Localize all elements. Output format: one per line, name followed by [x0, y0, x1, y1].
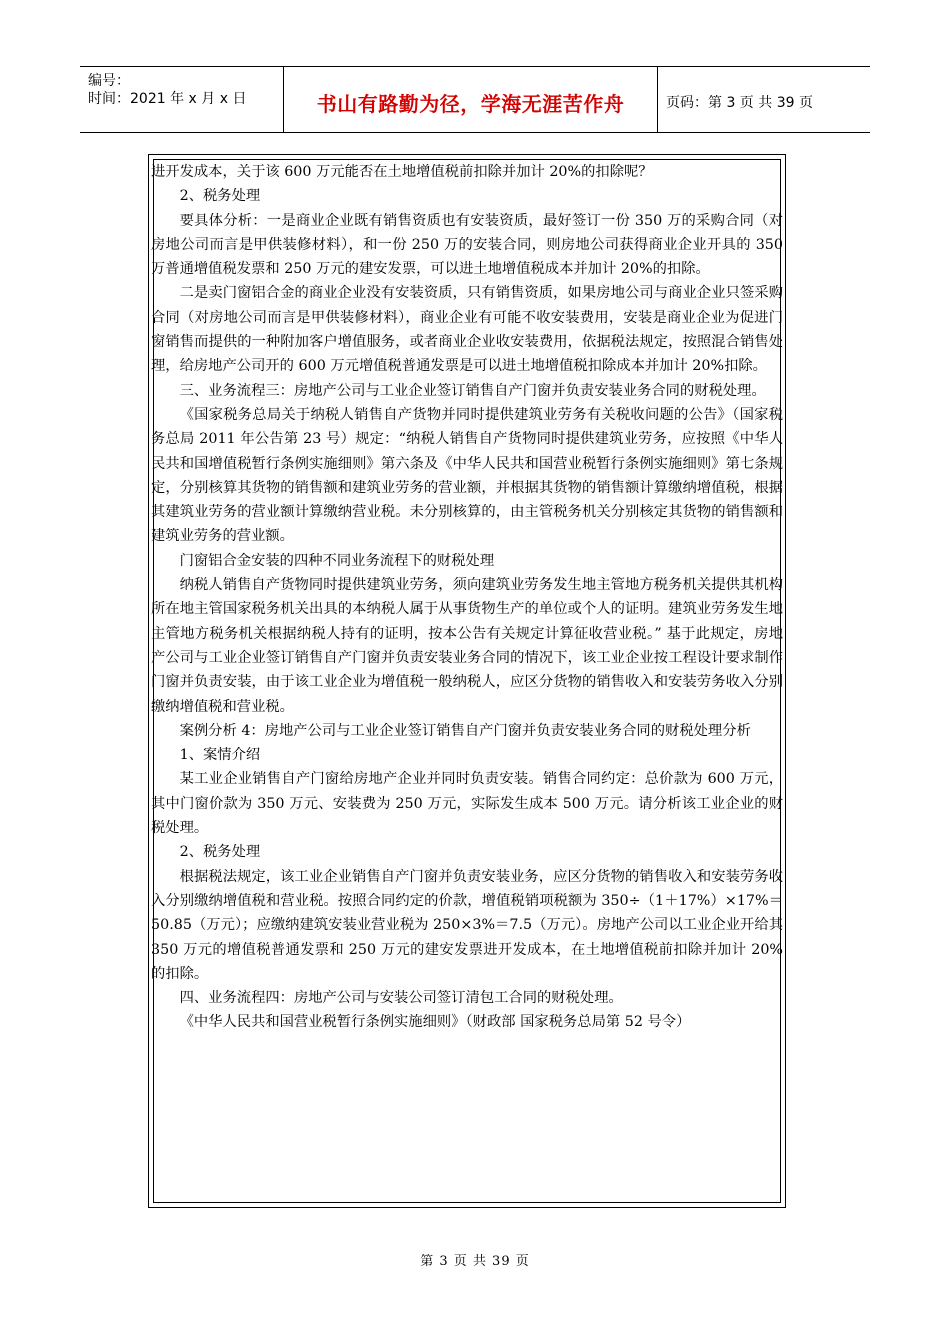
header-meta — [80, 66, 280, 132]
body-paragraph: 进开发成本，关于该 600 万元能否在土地增值税前扣除并加计 20%的扣除呢？ — [151, 164, 653, 180]
body-paragraph: 2、税务处理 — [179, 844, 261, 861]
body-paragraph: 三、业务流程三：房地产公司与工业企业签订销售自产门窗并负责安装业务合同的财税处理。 — [179, 382, 766, 399]
body-paragraph: 二是卖门窗铝合金的商业企业没有安装资质，只有销售资质，如果房地公司与商业企业只签采购合同（对房地公司而言是甲供装修材料），商业企业有可能不收安装费用，安装是商业企业为促进门窗销售而提供的一种附加客户增值服务，或者商业企业收安装费用，依据税法规定，按照混合销售处理，给房地产公司开的 600 万元增值税普通发票是可以进土地增值税扣除成本并加计 20%扣除。 — [151, 285, 783, 375]
body-paragraph: 四、业务流程四：房地产公司与安装公司签订清包工合同的财税处理。 — [179, 990, 623, 1007]
body-paragraph: 某工业企业销售自产门窗给房地产企业并同时负责安装。销售合同约定：总价款为 600 万元，其中门窗价款为 350 万元、安装费为 250 万元，实际发生成本 500 万元。请分析该工业企业的财税处理。 — [151, 771, 783, 837]
header-page-info: 页码：第 3 页 共 39 页 — [666, 95, 813, 111]
page-header — [80, 66, 870, 134]
page-footer: 第 3 页 共 39 页 — [420, 1254, 530, 1269]
body-paragraph: 《中华人民共和国营业税暂行条例实施细则》（财政部 国家税务总局第 52 号令） — [179, 1014, 691, 1031]
body-paragraph: 要具体分析：一是商业企业既有销售资质也有安装资质，最好签订一份 350 万的采购合同（对房地公司而言是甲供装修材料），和一份 250 万的安装合同，则房地公司获得商业企业开具的 350 万普通增值税发票和 250 万元的建安发票，可以进土地增值税成本并加计 20%的扣除。 — [151, 212, 783, 278]
document-body — [151, 160, 783, 1035]
document-number-label: 编号： — [88, 73, 130, 89]
document-date: 时间：2021 年 x 月 x 日 — [88, 91, 247, 107]
body-paragraph: 案例分析 4：房地产公司与工业企业签订销售自产门窗并负责安装业务合同的财税处理分析 — [179, 722, 751, 739]
body-paragraph: 《国家税务总局关于纳税人销售自产货物并同时提供建筑业劳务有关税收问题的公告》（国家税务总局 2011 年公告第 23 号）规定：“纳税人销售自产货物同时提供建筑业劳务，应按照《中华人民共和国增值税暂行条例实施细则》第六条及《中华人民共和国营业税暂行条例实施细则》第七条规定，分别核算其货物的销售额和建筑业劳务的营业额，并根据其货物的销售额计算缴纳增值税，根据其建筑业劳务的营业额计算缴纳营业税。未分别核算的，由主管税务机关分别核定其货物的销售额和建筑业劳务的营业额。 — [151, 406, 783, 545]
header-bottom-rule — [80, 132, 870, 133]
body-paragraph: 门窗铝合金安装的四种不同业务流程下的财税处理 — [179, 552, 495, 569]
body-paragraph: 1、案情介绍 — [179, 747, 261, 764]
body-paragraph: 纳税人销售自产货物同时提供建筑业劳务，须向建筑业劳务发生地主管地方税务机关提供其机构所在地主管国家税务机关出具的本纳税人属于从事货物生产的单位或个人的证明。建筑业劳务发生地主管地方税务机关根据纳税人持有的证明，按本公告有关规定计算征收营业税。” 基于此规定，房地产公司与工业企业签订销售自产门窗并负责安装业务合同的情况下，该工业企业按工程设计要求制作门窗并负责安装，由于该工业企业为增值税一般纳税人，应区分货物的销售收入和安装劳务收入分别缴纳增值税和营业税。 — [151, 577, 783, 715]
body-paragraph: 根据税法规定，该工业企业销售自产门窗并负责安装业务，应区分货物的销售收入和安装劳务收入分别缴纳增值税和营业税。按照合同约定的价款，增值税销项税额为 350÷（1＋17%）×17%＝50.85（万元）；应缴纳建筑安装业营业税为 250×3%＝7.5（万元）。房地产公司以工业企业开给其 350 万元的增值税普通发票和 250 万元的建安发票进开发成本，在土地增值税前扣除并加计 20%的扣除。 — [151, 868, 783, 982]
header-motto: 书山有路勤为径，学海无涯苦作舟 — [316, 92, 625, 116]
header-divider — [657, 66, 658, 132]
body-paragraph: 2、税务处理 — [179, 188, 261, 205]
